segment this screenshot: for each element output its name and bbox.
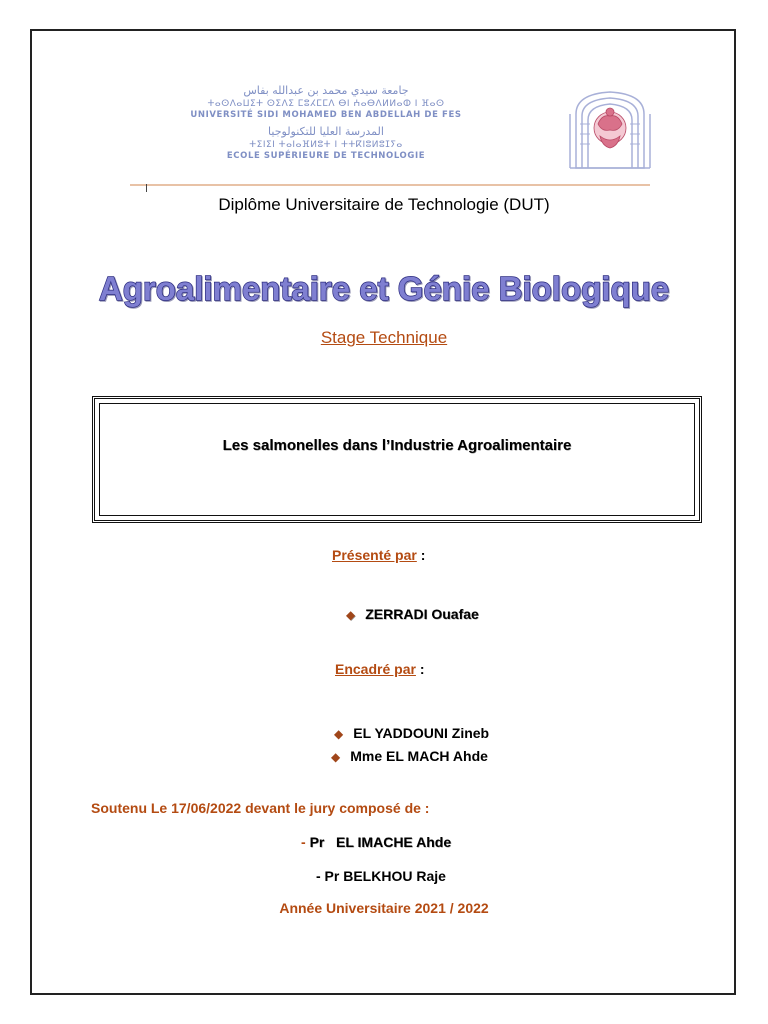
presented-by-colon: :	[416, 547, 426, 563]
university-name-latin: UNIVERSITÉ SIDI MOHAMED BEN ABDELLAH DE FES	[190, 110, 462, 120]
jury-dash: -	[301, 834, 310, 850]
stage-title: Stage Technique	[320, 328, 448, 347]
supervised-by-colon: :	[415, 661, 425, 677]
student-item	[346, 606, 479, 622]
school-name-latin: ECOLE SUPÉRIEURE DE TECHNOLOGIE	[226, 151, 426, 161]
institution-header	[130, 84, 650, 184]
jury-member: - Pr BELKHOU Raje	[316, 868, 446, 884]
program-title: Agroalimentaire et Génie Biologique	[98, 270, 670, 307]
university-name-arabic: جامعة سيدي محمد بن عبدالله بفاس	[243, 84, 409, 97]
diamond-bullet-icon: ◆	[331, 750, 341, 764]
theme-frame-inner	[99, 403, 695, 516]
university-name-tifinagh: ⵜⴰⵙⴷⴰⵡⵉⵜ ⵙⵉⴷⵉ ⵎⵓⵃⵎⵎⴷ ⴱⵏ ⵄⴰⴱⴷⵍⵍⴰⵀ ⵏ ⴼⴰⵙ	[207, 99, 445, 109]
diamond-bullet-icon: ◆	[346, 608, 356, 622]
supervisor-name: EL YADDOUNI Zineb	[353, 725, 490, 741]
header-divider	[130, 184, 650, 186]
jury-member	[301, 834, 451, 850]
supervisor-name: Mme EL MACH Ahde	[350, 748, 488, 764]
supervisor-item	[334, 725, 489, 741]
academic-year: Année Universitaire 2021 / 2022	[279, 900, 489, 916]
supervised-by-text: Encadré par	[335, 661, 416, 677]
diamond-bullet-icon: ◆	[334, 727, 344, 741]
jury-member-name: Pr EL IMACHE Ahde	[309, 834, 452, 850]
presented-by-text: Présenté par	[332, 547, 417, 563]
header-divider-tick	[146, 184, 147, 192]
defense-statement: Soutenu Le 17/06/2022 devant le jury composé de :	[91, 800, 430, 816]
report-theme: Les salmonelles dans l’Industrie Agroalimentaire	[222, 437, 572, 454]
presented-by-label	[332, 547, 425, 563]
institution-name-block	[166, 84, 486, 162]
program-title-wordart	[40, 262, 728, 312]
school-name-tifinagh: ⵜⵉⵏⵉⵏ ⵜⴰⵏⴰⴼⵍⵓⵜ ⵏ ⵜⵜⴽⵏⵓⵍⵓⵊⵢⴰ	[249, 140, 403, 150]
university-logo	[562, 84, 658, 170]
student-name: ZERRADI Ouafae	[365, 606, 479, 622]
supervised-by-label	[335, 661, 425, 677]
supervisor-item	[331, 748, 488, 764]
theme-frame	[92, 396, 702, 523]
school-name-arabic: المدرسة العليا للتكنولوجيا	[268, 125, 384, 138]
diploma-title: Diplôme Universitaire de Technologie (DUT)	[218, 195, 550, 214]
